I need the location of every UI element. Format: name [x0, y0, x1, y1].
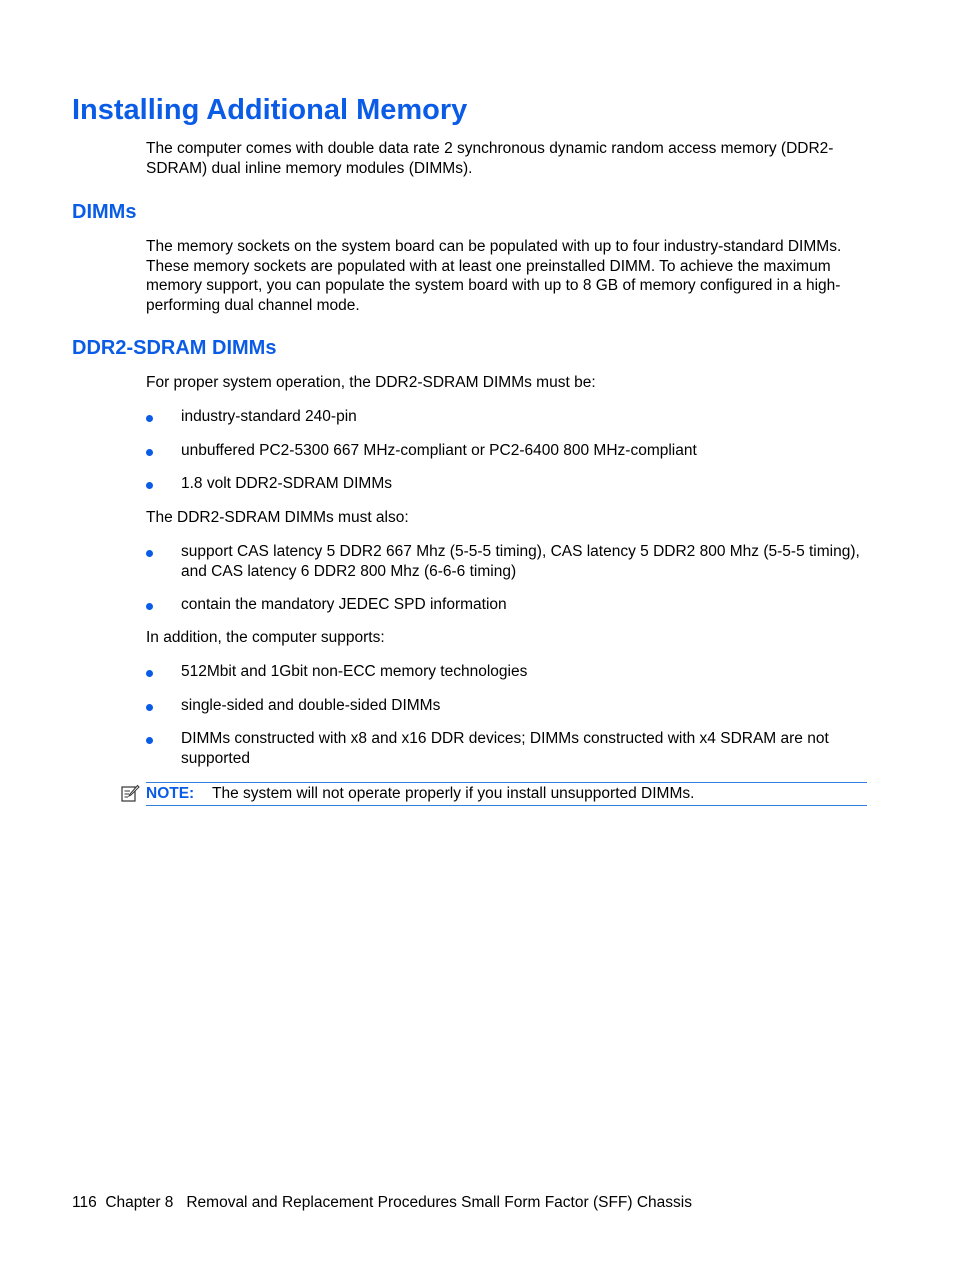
bullet-icon [146, 415, 153, 422]
list-item-text: industry-standard 240-pin [181, 408, 357, 425]
footer-chapter: Chapter 8 [105, 1194, 174, 1211]
ddr2-sdram-heading: DDR2-SDRAM DIMMs [72, 337, 277, 359]
list-item-text: 512Mbit and 1Gbit non-ECC memory technologies [181, 663, 528, 680]
dimms-heading: DIMMs [72, 201, 137, 223]
note-label: NOTE: [146, 785, 195, 802]
list-item-text: contain the mandatory JEDEC SPD information [181, 596, 507, 613]
intro-paragraph: The computer comes with double data rate 2 synchronous dynamic random access memory (DDR2-SDRAM) dual inline memory modules (DIMMs). [146, 140, 834, 177]
bullet-icon [146, 482, 153, 489]
list-item [146, 542, 871, 581]
note-box [146, 782, 867, 806]
note-pencil-icon [120, 784, 140, 804]
list-item [146, 662, 871, 682]
page-title: Installing Additional Memory [72, 94, 468, 126]
list-item-text: single-sided and double-sided DIMMs [181, 697, 441, 714]
list-item-text: unbuffered PC2-5300 667 MHz-compliant or PC2-6400 800 MHz-compliant [181, 442, 697, 459]
list-item [146, 407, 871, 427]
bullet-icon [146, 550, 153, 557]
list-item [146, 595, 871, 615]
list-item-text: 1.8 volt DDR2-SDRAM DIMMs [181, 475, 392, 492]
list-item [146, 696, 871, 716]
page-number: 116 [72, 1194, 97, 1211]
list-item [146, 474, 871, 494]
bullet-icon [146, 449, 153, 456]
note-text: The system will not operate properly if you install unsupported DIMMs. [212, 785, 695, 802]
page-footer [72, 1193, 692, 1213]
also-paragraph: The DDR2-SDRAM DIMMs must also: [146, 509, 409, 526]
ddr2-intro-paragraph: For proper system operation, the DDR2-SDRAM DIMMs must be: [146, 374, 596, 391]
supports-paragraph: In addition, the computer supports: [146, 629, 385, 646]
dimms-paragraph: The memory sockets on the system board can be populated with up to four industry-standard DIMMs. These memory sockets are populated with at least one preinstalled DIMM. To achieve the maximum memory support, you can populate the system board with up to 8 GB of memory configured in a high-performing dual channel mode. [146, 238, 842, 314]
bullet-icon [146, 737, 153, 744]
bullet-icon [146, 704, 153, 711]
bullet-icon [146, 670, 153, 677]
list-item [146, 729, 871, 768]
list-item [146, 441, 871, 461]
bullet-icon [146, 603, 153, 610]
list-item-text: DIMMs constructed with x8 and x16 DDR devices; DIMMs constructed with x4 SDRAM are not supported [181, 730, 829, 767]
footer-chapter-title: Removal and Replacement Procedures Small Form Factor (SFF) Chassis [186, 1194, 692, 1211]
list-item-text: support CAS latency 5 DDR2 667 Mhz (5-5-5 timing), CAS latency 5 DDR2 800 Mhz (5-5-5 timing), and CAS latency 6 DDR2 800 Mhz (6-6-6 timing) [181, 543, 860, 580]
